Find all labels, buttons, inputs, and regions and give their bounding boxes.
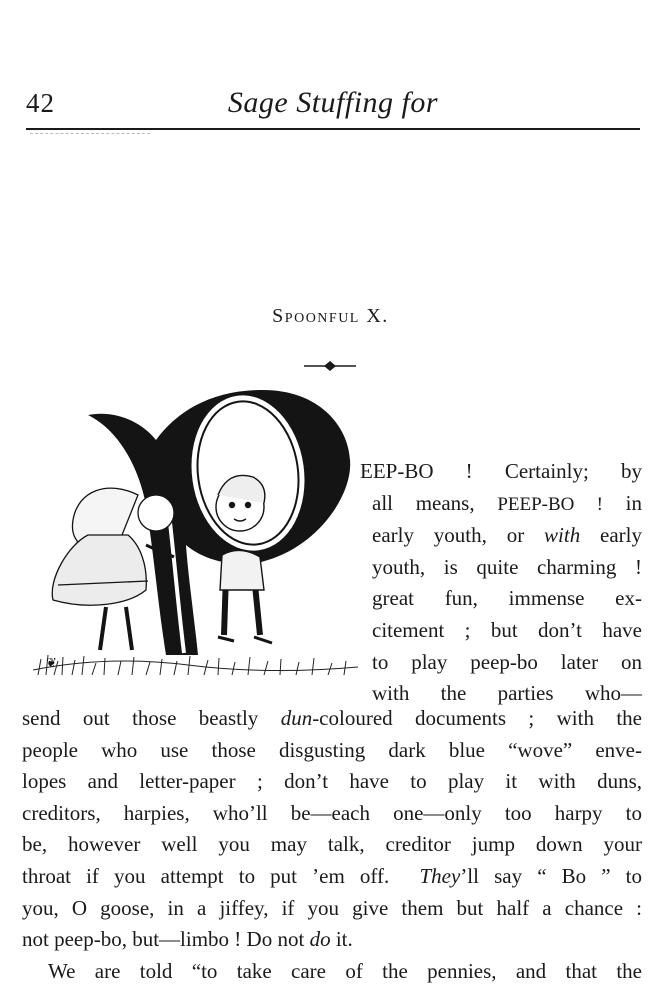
text-line: with the parties who— bbox=[372, 681, 642, 706]
text-line: great fun, immense ex- bbox=[372, 586, 642, 611]
text-line: to play peep-bo later on bbox=[372, 649, 642, 674]
header-rule bbox=[26, 128, 640, 130]
peep-bo-smallcaps: PEEP-BO ! bbox=[497, 493, 603, 515]
text-line: lopes and letter-paper ; don’t have to play it with duns, bbox=[22, 769, 642, 794]
diamond-ornament-icon bbox=[300, 358, 360, 374]
text-line: people who use those disgusting dark blue “wove” enve- bbox=[22, 737, 642, 762]
text-line: EEP-BO ! Certainly; by bbox=[360, 459, 642, 483]
wrapped-paragraph bbox=[360, 456, 643, 710]
text-line: be, however well you may talk, creditor jump down your bbox=[22, 832, 642, 857]
text-line: early youth, or with early bbox=[372, 523, 643, 548]
monogram-icon: ❦ bbox=[46, 655, 57, 670]
page-header bbox=[26, 86, 640, 126]
text-line: creditors, harpies, who’ll be—each one—only too harpy to bbox=[22, 800, 642, 825]
text-line: youth, is quite charming ! bbox=[372, 554, 642, 579]
page-number: 42 bbox=[26, 88, 55, 118]
header-rule-shadow bbox=[30, 133, 150, 134]
text-line: not peep-bo, but—limbo ! Do not do it. bbox=[22, 927, 353, 952]
text-line: We are told “to take care of the pennies, and that the bbox=[48, 958, 642, 983]
emphasis-they: They bbox=[419, 863, 461, 888]
emphasis-do: do bbox=[309, 927, 331, 952]
text-line: citement ; but don’t have bbox=[372, 617, 642, 642]
chapter-heading: Spoonful X. bbox=[272, 305, 389, 327]
text-line: send out those beastly dun-coloured documents ; with the bbox=[22, 706, 642, 730]
text-line: all means, PEEP-BO ! in bbox=[372, 490, 642, 515]
emphasis-dun: dun bbox=[280, 706, 313, 730]
emphasis-with: with bbox=[544, 523, 581, 548]
drop-cap-p-illustration bbox=[28, 385, 360, 685]
text-line: throat if you attempt to put ’em off. They’ll say “ Bo ” to bbox=[22, 863, 643, 888]
running-title: Sage Stuffing for bbox=[227, 86, 439, 119]
text-line: you, O goose, in a jiffey, if you give them but half a chance : bbox=[22, 895, 642, 920]
body-paragraph bbox=[22, 703, 642, 987]
